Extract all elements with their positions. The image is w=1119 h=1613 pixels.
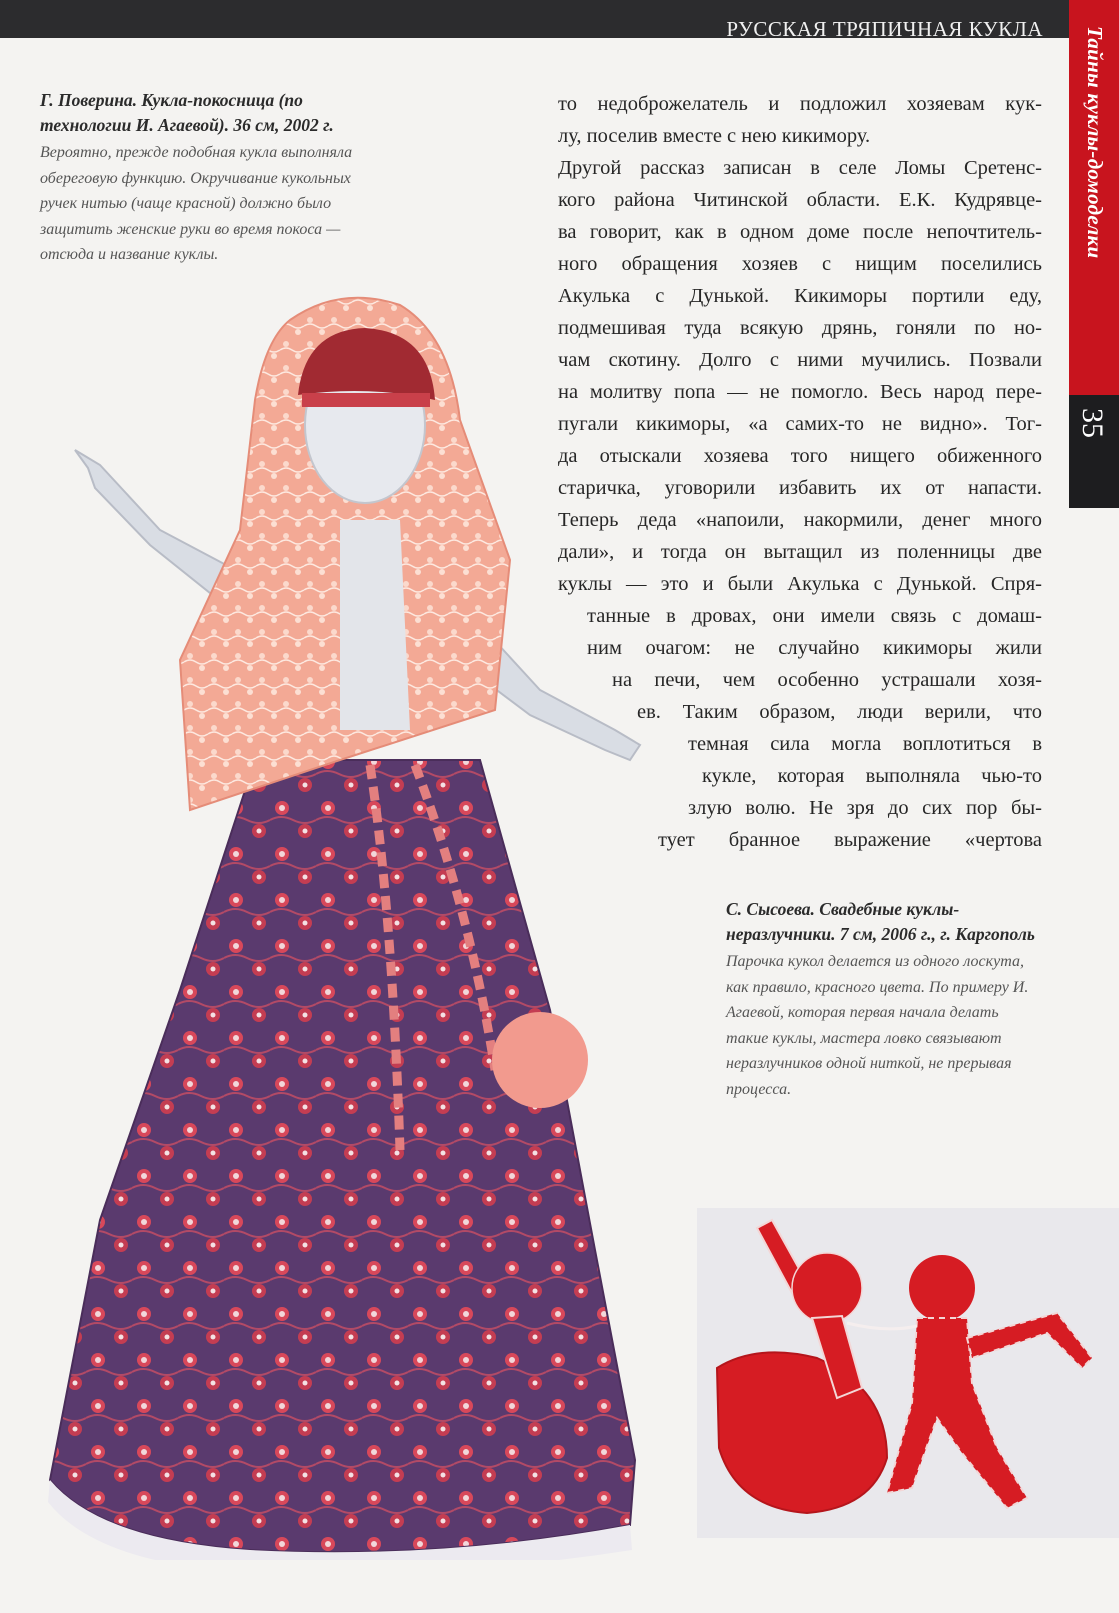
body-line: да отыскали хозяева того нищего обиженного xyxy=(558,445,1042,467)
left-doll-head xyxy=(792,1253,862,1323)
doll-caption xyxy=(40,88,360,268)
body-line: темная сила могла воплотиться в xyxy=(688,733,1042,755)
body-line: куклы — это и были Акулька с Дунькой. Спря- xyxy=(558,573,1042,595)
body-line: Теперь деда «напоили, накормили, денег много xyxy=(558,509,1042,531)
doll-caption-title: Г. Поверина. Кукла-покосница (по технологии И. Агаевой). 36 см, 2002 г. xyxy=(40,90,334,135)
body-line: чам скотину. Долго с ними мучились. Позвали xyxy=(558,349,1042,371)
body-line: ев. Таким образом, люди верили, что xyxy=(637,701,1042,723)
wedding-dolls-caption-title: С. Сысоева. Свадебные куклы-неразлучники. 7 см, 2006 г., г. Каргополь xyxy=(726,899,1035,944)
page-number: 35 xyxy=(1076,408,1109,438)
doll-caption-text: Вероятно, прежде подобная кукла выполняла обереговую функцию. Окручивание кукольных ручек нитью (чаще красной) должно было защитить женские руки во время покоса — отсюда и название куклы. xyxy=(40,144,353,263)
body-line: Акулька с Дунькой. Кикиморы портили еду, xyxy=(558,285,1042,307)
side-section-title: Тайны куклы-домоделки xyxy=(1083,26,1107,259)
wedding-dolls-photo xyxy=(697,1208,1119,1538)
wedding-dolls-caption-text: Парочка кукол делается из одного лоскута, как правило, красного цвета. По примеру И. Агаевой, которая первая начала делать такие куклы, мастера ловко связывают неразлучников одной ниткой, не прерывая процесса. xyxy=(726,953,1029,1098)
doll-tassel xyxy=(492,1012,588,1108)
body-line: ним очагом: не случайно кикиморы жили xyxy=(587,637,1042,659)
body-line: подмешивая туда всякую дрянь, гоняли по но- xyxy=(558,317,1042,339)
body-line: на молитву попа — не помогло. Весь народ пере- xyxy=(558,381,1042,403)
body-line: на печи, чем особенно устрашали хозя- xyxy=(612,669,1042,691)
doll-skirt xyxy=(50,760,635,1552)
body-line: ного обращения хозяев с нищим поселились xyxy=(558,253,1042,275)
body-line: злую волю. Не зря до сих пор бы- xyxy=(688,797,1042,819)
body-line: ва говорит, как в одном доме после непочтитель- xyxy=(558,221,1042,243)
body-line: пугали кикиморы, «а самих-то не видно». Тог- xyxy=(558,413,1042,435)
body-line: кого района Читинской области. Е.К. Кудрявце- xyxy=(558,189,1042,211)
body-line: Другой рассказ записан в селе Ломы Сретенс- xyxy=(558,157,1042,179)
body-line: тует бранное выражение «чертова xyxy=(658,829,1042,851)
body-line: старичка, уговорили избавить их от напасти. xyxy=(558,477,1042,499)
body-line: то недоброжелатель и подложил хозяевам кук- xyxy=(558,93,1042,115)
right-doll-head xyxy=(909,1255,975,1321)
wedding-dolls-caption xyxy=(726,897,1036,1102)
body-line: лу, поселив вместе с нею кикимору. xyxy=(558,125,871,147)
running-head: РУССКАЯ ТРЯПИЧНАЯ КУКЛА xyxy=(726,17,1043,41)
body-line: кукле, которая выполняла чью-то xyxy=(702,765,1042,787)
body-line: танные в дровах, они имели связь с домаш- xyxy=(587,605,1042,627)
body-line: дали», и тогда он вытащил из поленницы две xyxy=(558,541,1042,563)
